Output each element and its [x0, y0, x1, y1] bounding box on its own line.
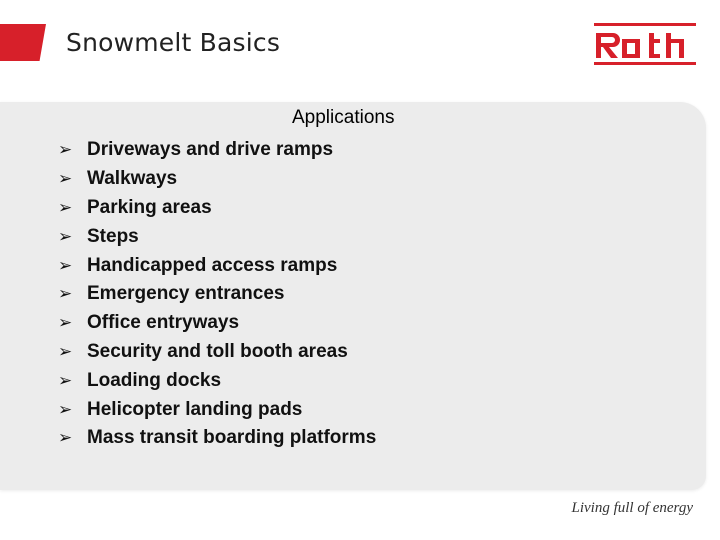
list-item: [58, 165, 376, 194]
title-accent-bar: [0, 24, 46, 61]
roth-logo: [592, 22, 698, 68]
arrow-bullet-icon: ➢: [58, 313, 73, 334]
list-item-text: Helicopter landing pads: [87, 398, 303, 420]
arrow-bullet-icon: ➢: [58, 197, 73, 218]
arrow-bullet-icon: ➢: [58, 255, 73, 276]
applications-list: [58, 136, 376, 453]
arrow-bullet-icon: ➢: [58, 284, 73, 305]
list-item: [58, 194, 376, 223]
arrow-bullet-icon: ➢: [58, 428, 73, 449]
list-item-text: Office entryways: [87, 312, 240, 334]
arrow-bullet-icon: ➢: [58, 226, 73, 247]
arrow-bullet-icon: ➢: [58, 169, 73, 190]
list-item-text: Mass transit boarding platforms: [87, 427, 377, 449]
list-item: [58, 395, 376, 424]
list-item-text: Loading docks: [87, 369, 222, 391]
list-item: [58, 222, 376, 251]
footer-tagline: Living full of energy: [571, 500, 693, 516]
list-item-text: Driveways and drive ramps: [87, 139, 334, 161]
list-item: [58, 280, 376, 309]
applications-heading: Applications: [292, 107, 395, 128]
list-item-text: Parking areas: [87, 196, 212, 218]
list-item: [58, 424, 376, 453]
list-item: [58, 338, 376, 367]
slide-title: Snowmelt Basics: [66, 28, 281, 57]
list-item-text: Security and toll booth areas: [87, 340, 348, 362]
arrow-bullet-icon: ➢: [58, 140, 73, 161]
list-item-text: Emergency entrances: [87, 283, 285, 305]
arrow-bullet-icon: ➢: [58, 341, 73, 362]
list-item-text: Handicapped access ramps: [87, 254, 338, 276]
list-item: [58, 309, 376, 338]
list-item: [58, 136, 376, 165]
list-item-text: Walkways: [87, 168, 178, 190]
list-item-text: Steps: [87, 225, 139, 247]
list-item: [58, 251, 376, 280]
arrow-bullet-icon: ➢: [58, 399, 73, 420]
list-item: [58, 366, 376, 395]
arrow-bullet-icon: ➢: [58, 370, 73, 391]
